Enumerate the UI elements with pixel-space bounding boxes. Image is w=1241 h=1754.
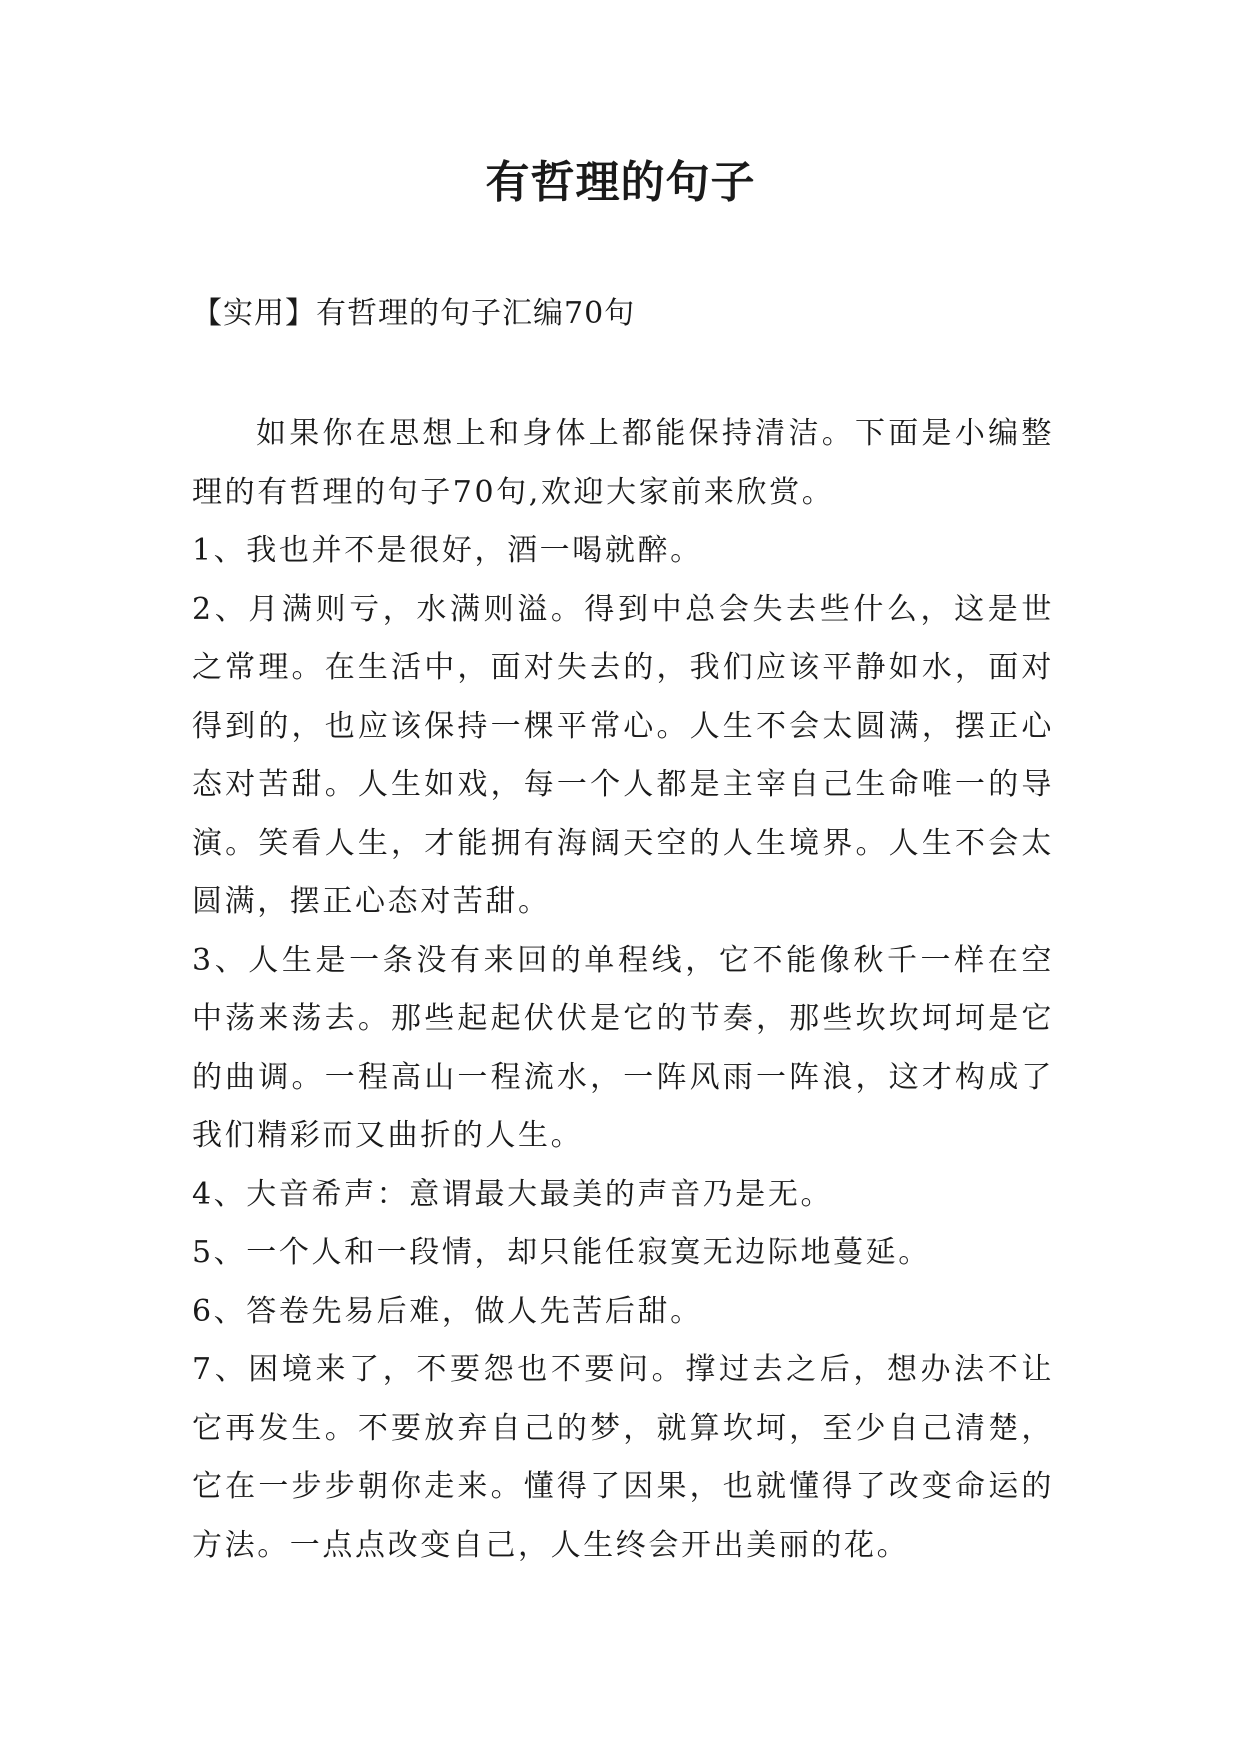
document-body: [192, 405, 1054, 1575]
document-title: 有哲理的句子: [485, 157, 756, 208]
list-item: 3、人生是一条没有来回的单程线，它不能像秋千一样在空中荡来荡去。那些起起伏伏是它的节奏，那些坎坎坷坷是它的曲调。一程高山一程流水，一阵风雨一阵浪，这才构成了我们精彩而又曲折的人生。: [192, 942, 1054, 1153]
intro-paragraph: 如果你在思想上和身体上都能保持清洁。下面是小编整理的有哲理的句子70句,欢迎大家前来欣赏。: [192, 416, 1054, 510]
list-item: 2、月满则亏，水满则溢。得到中总会失去些什么，这是世之常理。在生活中，面对失去的，我们应该平静如水，面对得到的，也应该保持一棵平常心。人生不会太圆满，摆正心态对苦甜。人生如戏，每一个人都是主宰自己生命唯一的导演。笑看人生，才能拥有海阔天空的人生境界。人生不会太圆满，摆正心态对苦甜。: [192, 591, 1054, 919]
list-item: 4、大音希声：意谓最大最美的声音乃是无。: [192, 1176, 834, 1212]
list-item: 1、我也并不是很好，酒一喝就醉。: [192, 533, 703, 568]
list-item: 7、困境来了，不要怨也不要问。撑过去之后，想办法不让它再发生。不要放弃自己的梦，就算坎坷，至少自己清楚，它在一步步朝你走来。懂得了因果，也就懂得了改变命运的方法。一点点改变自己，人生终会开出美丽的花。: [192, 1352, 1054, 1563]
list-item: 5、一个人和一段情，却只能任寂寞无边际地蔓延。: [192, 1235, 931, 1270]
list-item: 6、答卷先易后难，做人先苦后甜。: [192, 1293, 703, 1329]
document-subtitle: 【实用】有哲理的句子汇编70句: [192, 296, 636, 331]
